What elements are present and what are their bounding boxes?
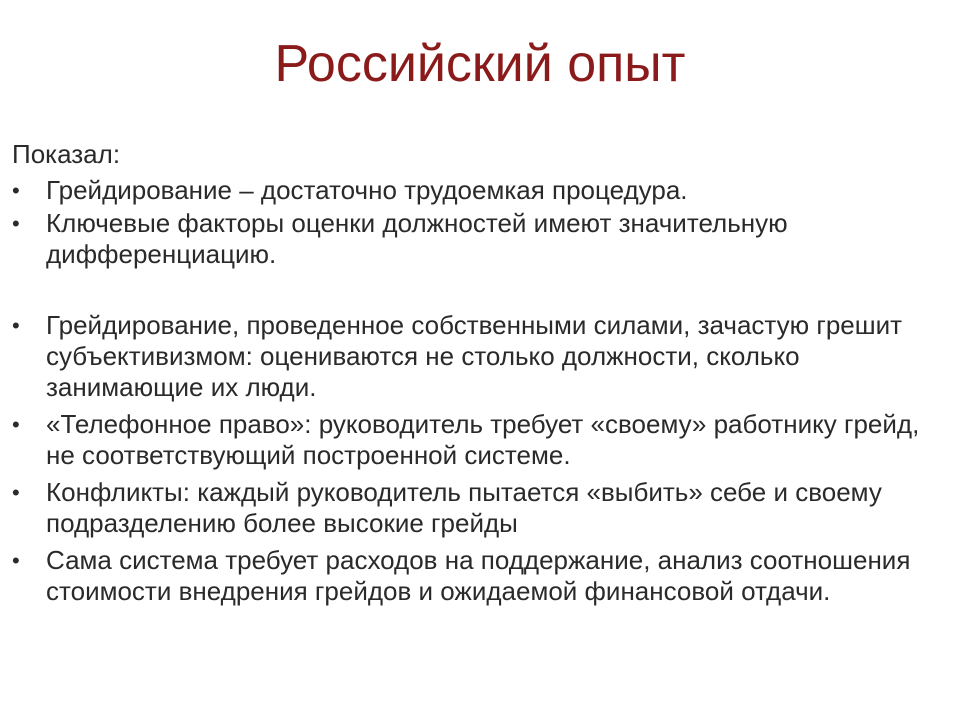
- bullet-text: Сама система требует расходов на поддержание, анализ соотношения стоимости внедрения грейдов и ожидаемой финансовой отдачи.: [46, 545, 911, 606]
- bullet-item: [0, 409, 960, 471]
- bullet-item: [0, 175, 960, 206]
- bullet-text: Конфликты: каждый руководитель пытается «выбить» себе и своему подразделению более высокие грейды: [46, 477, 882, 538]
- bullet-item: [0, 310, 960, 403]
- slide-title: Российский опыт: [274, 35, 686, 93]
- bullet-text: Грейдирование – достаточно трудоемкая процедура.: [46, 175, 688, 205]
- bullet-text: «Телефонное право»: руководитель требует «своему» работнику грейд, не соответствующий построенной системе.: [46, 409, 920, 470]
- bullet-marker-icon: •: [12, 412, 20, 437]
- intro-text: Показал:: [12, 139, 121, 169]
- bullet-marker-icon: •: [12, 211, 20, 236]
- bullet-list: [0, 175, 960, 607]
- bullet-marker-icon: •: [12, 480, 20, 505]
- bullet-text: Грейдирование, проведенное собственными силами, зачастую грешит субъективизмом: оцениваются не столько должности, сколько занимающие их люди.: [46, 310, 903, 402]
- bullet-item: [0, 208, 960, 270]
- bullet-item: [0, 545, 960, 607]
- bullet-marker-icon: •: [12, 313, 20, 338]
- bullet-marker-icon: •: [12, 178, 20, 203]
- bullet-marker-icon: •: [12, 548, 20, 573]
- bullet-text: Ключевые факторы оценки должностей имеют значительную дифференциацию.: [46, 208, 788, 269]
- bullet-item: [0, 477, 960, 539]
